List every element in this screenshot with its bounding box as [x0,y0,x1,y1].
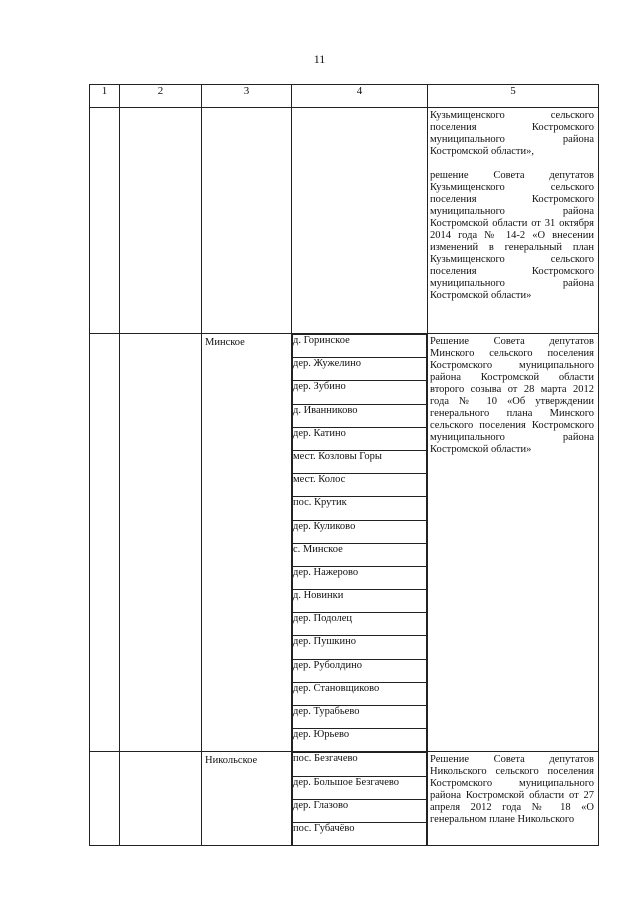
locality-row [293,543,427,566]
locality-row [293,404,427,427]
settlement-name-cell [202,752,292,846]
locality-name: дер. Нажерово [293,566,427,589]
locality-name: дер. Турабьево [293,706,427,729]
settlement-name: Никольское [205,755,258,767]
locality-name: дер. Куликово [293,520,427,543]
locality-row [293,613,427,636]
locality-row [293,427,427,450]
locality-row [293,706,427,729]
locality-row [293,753,427,776]
locality-row [293,682,427,705]
locality-name: д. Иванниково [293,404,427,427]
cell-col1 [90,334,120,752]
locality-row [293,358,427,381]
locality-name: дер. Большое Безгачево [293,776,427,799]
settlement-row-nikolskoe [90,752,599,846]
settlement-name: Минское [205,337,245,348]
locality-row [293,636,427,659]
continuation-document-cell [428,108,599,334]
localities-list [292,752,427,845]
document-text: Решение Совета депутатов Минского сельского поселения Костромского муниципального района Костромской области второго созыва от 28 марта 2012 года № 10 «Об утверждении генерального плана Минского сельского поселения Костромского муниципального района Костромской области» [430,336,594,455]
localities-list [292,334,427,751]
document-text: Решение Совета депутатов Никольского сельского поселения Костромского муниципального района Костромской области от 27 апреля 2012 года № 18 «О генеральном плане Никольского [430,754,594,826]
continuation-row [90,108,599,334]
locality-row [293,381,427,404]
locality-name: пос. Безгачево [293,753,427,776]
locality-name: дер. Руболдино [293,659,427,682]
cell-col3 [202,108,292,334]
locality-name: дер. Зубино [293,381,427,404]
locality-name: д. Горинское [293,335,427,358]
document-text-part2: решение Совета депутатов Кузьмищенского сельского поселения Костромского муниципального района Костромской области от 31 октября 2014 года № 14-2 «О внесении изменений в генеральный план Кузьмищенского сельского поселения Костромского муниципального района Костромской области» [430,170,594,301]
locality-name: дер. Пушкино [293,636,427,659]
cell-col2 [120,108,202,334]
cell-col4 [292,108,428,334]
header-cell-2: 2 [120,85,202,108]
locality-name: дер. Становщиково [293,682,427,705]
locality-name: дер. Катино [293,427,427,450]
locality-row [293,729,427,752]
settlement-name-cell [202,334,292,752]
locality-name: пос. Губачёво [293,822,427,845]
header-cell-1: 1 [90,85,120,108]
header-row [90,85,599,108]
locality-name: дер. Глазово [293,799,427,822]
document-cell [428,334,599,752]
header-cell-3: 3 [202,85,292,108]
settlement-row-minskoe [90,334,599,752]
locality-row [293,497,427,520]
locality-row [293,450,427,473]
cell-col2 [120,752,202,846]
localities-cell [292,334,428,752]
cell-col1 [90,752,120,846]
locality-name: мест. Козловы Горы [293,450,427,473]
locality-name: дер. Жужелино [293,358,427,381]
locality-name: мест. Колос [293,474,427,497]
document-text-part1: Кузьмищенского сельского поселения Костромского муниципального района Костромской области», [430,110,594,157]
header-cell-5: 5 [428,85,599,108]
locality-name: дер. Юрьево [293,729,427,752]
cell-col1 [90,108,120,334]
locality-row [293,822,427,845]
settlements-table [89,84,599,846]
localities-cell [292,752,428,846]
locality-row [293,566,427,589]
document-cell [428,752,599,846]
locality-row [293,520,427,543]
cell-col2 [120,334,202,752]
locality-name: с. Минское [293,543,427,566]
header-cell-4: 4 [292,85,428,108]
locality-row [293,799,427,822]
page-number: 11 [313,52,326,66]
locality-name: дер. Подолец [293,613,427,636]
locality-row [293,335,427,358]
locality-name: д. Новинки [293,590,427,613]
locality-row [293,474,427,497]
locality-row [293,776,427,799]
locality-row [293,659,427,682]
locality-row [293,590,427,613]
locality-name: пос. Крутик [293,497,427,520]
